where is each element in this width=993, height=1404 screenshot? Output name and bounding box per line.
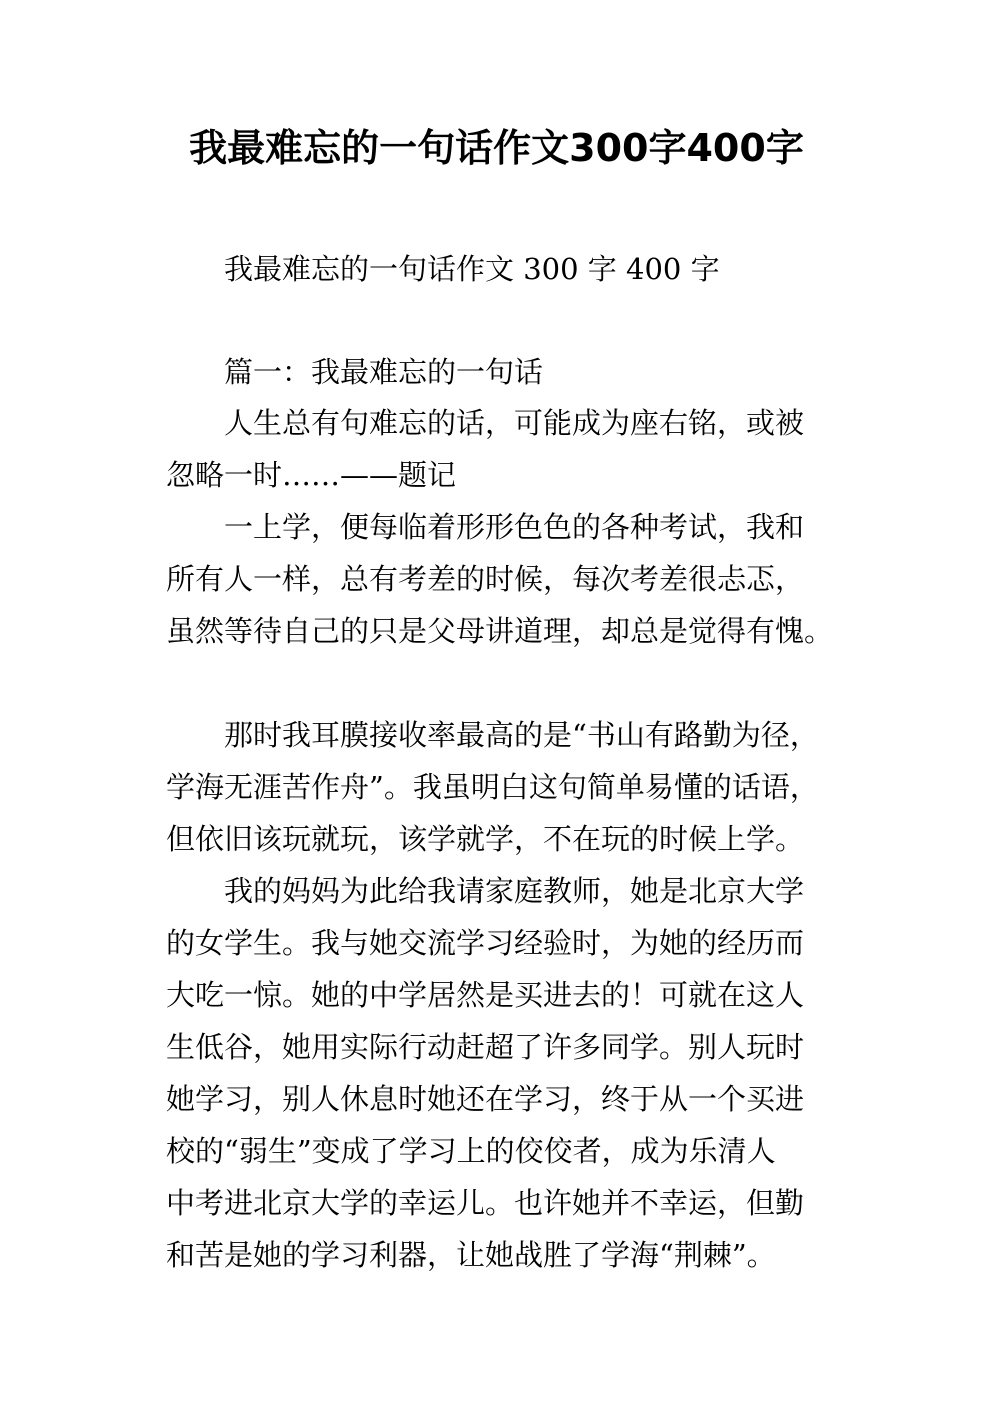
paragraph-line: 学海无涯苦作舟”。我虽明白这句简单易懂的话语， (166, 770, 819, 804)
paragraph-line: 人生总有句难忘的话，可能成为座右铭，或被 (224, 406, 805, 440)
document-subtitle: 我最难忘的一句话作文 300 字 400 字 (224, 252, 720, 286)
paragraph-line: 中考进北京大学的幸运儿。也许她并不幸运，但勤 (166, 1186, 805, 1220)
paragraph-line: 所有人一样，总有考差的时候，每次考差很忐忑， (166, 562, 805, 596)
paragraph-line: 和苦是她的学习利器，让她战胜了学海“荆棘”。 (166, 1238, 776, 1272)
paragraph-line: 大吃一惊。她的中学居然是买进去的！可就在这人 (166, 978, 805, 1012)
paragraph-line: 忽略一时……——题记 (166, 458, 457, 492)
paragraph-line: 她学习，别人休息时她还在学习，终于从一个买进 (166, 1082, 805, 1116)
paragraph-line: 我的妈妈为此给我请家庭教师，她是北京大学 (224, 874, 805, 908)
section-heading: 篇一：我最难忘的一句话 (224, 355, 544, 389)
paragraph-line: 但依旧该玩就玩，该学就学，不在玩的时候上学。 (166, 822, 805, 856)
paragraph-line: 虽然等待自己的只是父母讲道理，却总是觉得有愧。 (166, 614, 834, 648)
paragraph-line: 那时我耳膜接收率最高的是“书山有路勤为径， (224, 718, 819, 752)
paragraph-line: 生低谷，她用实际行动赶超了许多同学。别人玩时 (166, 1030, 805, 1064)
paragraph-line: 校的“弱生”变成了学习上的佼佼者，成为乐清人 (166, 1134, 776, 1168)
paragraph-line: 一上学，便每临着形形色色的各种考试，我和 (224, 510, 805, 544)
paragraph-line: 的女学生。我与她交流学习经验时，为她的经历而 (166, 926, 805, 960)
document-title: 我最难忘的一句话作文300字400字 (189, 126, 804, 170)
